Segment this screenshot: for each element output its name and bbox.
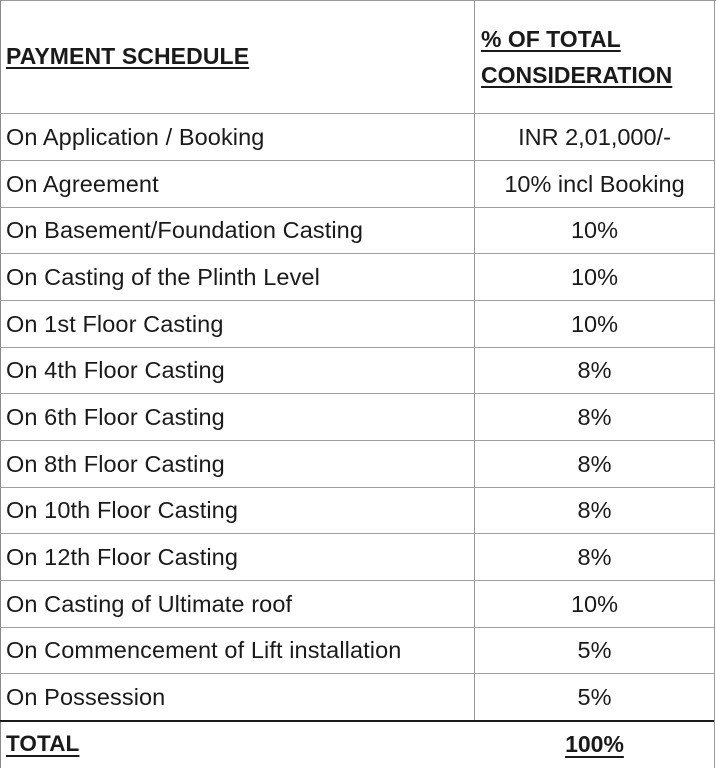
stage-value: 10% [570, 310, 619, 337]
stage-value: 5% [577, 637, 612, 663]
table-row [0, 114, 714, 161]
table-row [0, 534, 714, 581]
table-border-right [714, 0, 715, 768]
stage-value: 10% incl Booking [504, 170, 685, 197]
table-row [0, 674, 714, 720]
header-payment-schedule: PAYMENT SCHEDULE [6, 43, 250, 69]
table-row [0, 441, 714, 488]
table-total-row [0, 720, 714, 766]
header-percent-of-total [475, 0, 716, 113]
table-row [0, 581, 714, 628]
stage-label: On 10th Floor Casting [6, 497, 238, 523]
table-row [0, 628, 714, 674]
header-percent-line1: % OF TOTAL [481, 25, 621, 52]
stage-label: On Application / Booking [6, 123, 265, 150]
stage-value: 10% [570, 217, 619, 243]
table-row [0, 394, 714, 441]
stage-value: 10% [570, 263, 619, 290]
stage-label: On 1st Floor Casting [6, 310, 224, 337]
table-header-row [0, 0, 714, 114]
stage-label: On Basement/Foundation Casting [6, 217, 364, 243]
stage-label: On 8th Floor Casting [6, 450, 225, 477]
table-row [0, 254, 714, 301]
stage-label: On 4th Floor Casting [6, 357, 225, 383]
stage-value: 8% [577, 450, 612, 477]
table-row [0, 348, 714, 394]
stage-label: On Commencement of Lift installation [6, 637, 402, 663]
stage-value: INR 2,01,000/- [518, 123, 671, 150]
stage-value: 10% [570, 590, 619, 617]
stage-label: On 6th Floor Casting [6, 403, 225, 430]
stage-value: 8% [577, 497, 612, 523]
stage-label: On Casting of Ultimate roof [6, 590, 293, 617]
header-percent-line2: CONSIDERATION [481, 61, 673, 88]
stage-label: On Casting of the Plinth Level [6, 263, 320, 290]
total-value: 100% [565, 730, 624, 757]
stage-label: On Possession [6, 683, 166, 710]
stage-value: 8% [577, 543, 612, 570]
stage-label: On Agreement [6, 170, 159, 197]
stage-value: 8% [577, 357, 612, 383]
stage-value: 5% [577, 683, 612, 710]
stage-label: On 12th Floor Casting [6, 543, 238, 570]
table-row [0, 161, 714, 208]
stage-value: 8% [577, 403, 612, 430]
table-row [0, 301, 714, 348]
table-row [0, 208, 714, 254]
table-row [0, 488, 714, 534]
total-label: TOTAL [6, 731, 80, 756]
